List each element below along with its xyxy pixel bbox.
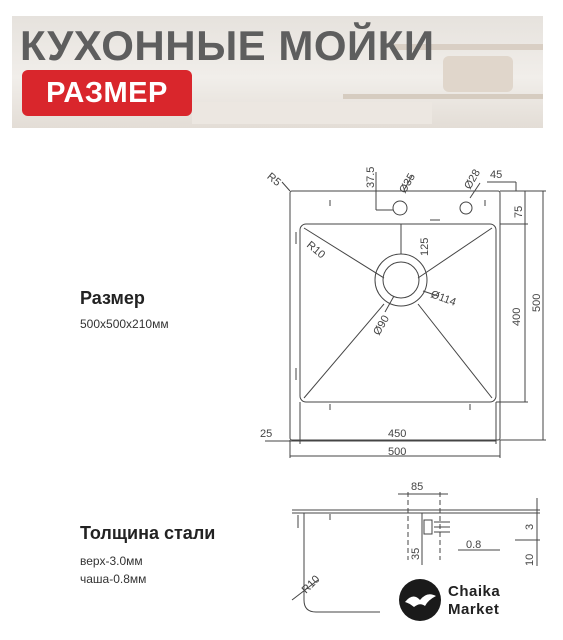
- size-value: 500x500x210мм: [80, 317, 169, 331]
- sink-outer-outline: [290, 191, 500, 440]
- brand-name-line2: Market: [448, 601, 500, 618]
- sink-bowl-outline: [300, 224, 496, 402]
- rim-height-label: 10: [524, 553, 536, 566]
- brand-logo-icon: [398, 578, 442, 622]
- size-badge: РАЗМЕР: [22, 70, 192, 116]
- faucet-hole-label: Ø35: [397, 171, 418, 196]
- thickness-heading: Толщина стали: [80, 523, 216, 543]
- top-view-labels: [260, 167, 543, 458]
- extra-hole: [460, 202, 472, 214]
- brand-name-line1: Chaika: [448, 583, 501, 600]
- banner-title: КУХОННЫЕ МОЙКИ: [20, 22, 435, 69]
- slope-line: [304, 304, 384, 398]
- slope-line: [418, 304, 492, 398]
- drain-offset-label: 125: [419, 237, 431, 256]
- thickness-top: верх-3.0мм: [80, 554, 143, 568]
- leader-line: [385, 296, 394, 312]
- drain-outer-label: Ø114: [428, 288, 458, 309]
- corner-radius-label: R5: [264, 170, 283, 189]
- rim-width-label: 25: [260, 428, 273, 440]
- bowl-wall: [304, 513, 380, 612]
- inner-radius-label: R10: [304, 239, 328, 262]
- top-view: [265, 172, 546, 458]
- hole-distance-label: 85: [411, 481, 424, 493]
- faucet-hole: [393, 201, 407, 215]
- thickness-bowl: чаша-0.8мм: [80, 572, 147, 586]
- depth-label: 35: [410, 547, 422, 560]
- bottom-radius-label: R10: [299, 573, 323, 597]
- top-thickness-label: 3: [524, 523, 536, 530]
- drain-inner-circle: [383, 262, 419, 298]
- leader-line: [282, 182, 290, 191]
- bowl-thickness-label: 0.8: [466, 539, 482, 551]
- outer-height-label: 500: [531, 293, 543, 312]
- size-heading: Размер: [80, 288, 145, 308]
- right-offset-label: 45: [490, 169, 503, 181]
- inner-width-label: 450: [388, 428, 407, 440]
- inner-height-label: 400: [511, 307, 523, 326]
- top-rim-label: 75: [513, 205, 525, 218]
- fitting: [424, 520, 432, 534]
- drain-inner-label: Ø90: [371, 313, 392, 338]
- hole-offset-label: 37.5: [365, 166, 377, 188]
- outer-width-label: 500: [388, 446, 407, 458]
- extra-hole-label: Ø28: [462, 167, 483, 192]
